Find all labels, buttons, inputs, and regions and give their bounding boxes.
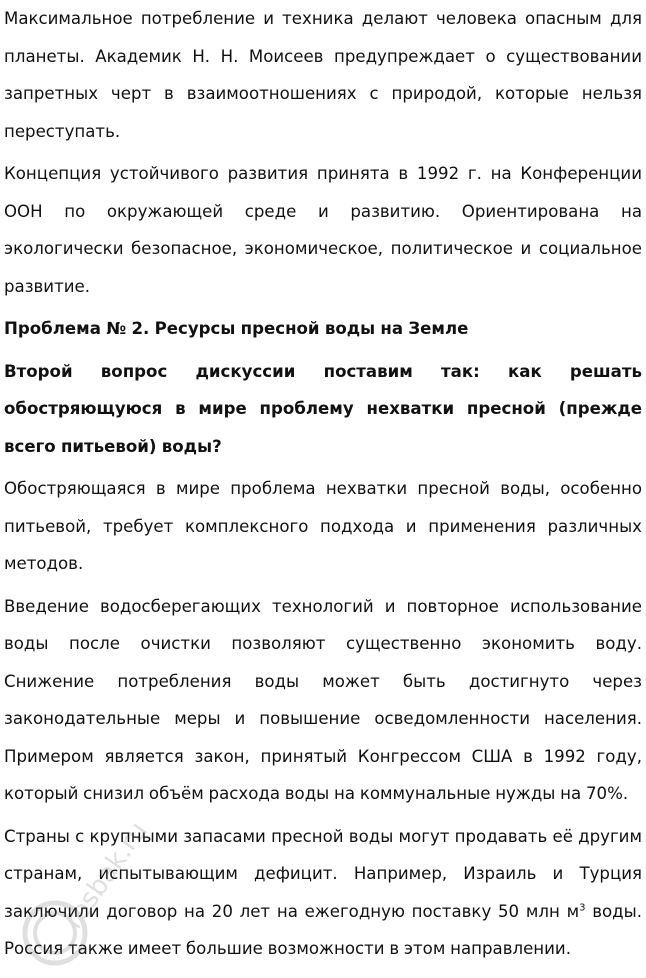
paragraph-5-end: воды. Россия также имеет большие возможности в этом направлении. <box>4 901 642 958</box>
section-heading: Проблема № 2. Ресурсы пресной воды на Земле <box>4 319 469 338</box>
discussion-question: Второй вопрос дискуссии поставим так: как решать обостряющуюся в мире проблему нехватки пресной (прежде всего питьевой) воды? <box>4 361 642 456</box>
paragraph-5-start: Страны с крупными запасами пресной воды могут продавать её другим странам, испытывающим дефицит. Например, Израиль и Турция заключили договор на 20 лет на ежегодную поставку 50 млн м <box>4 826 642 921</box>
document-page <box>4 0 642 968</box>
paragraph-3: Обостряющаяся в мире проблема нехватки пресной воды, особенно питьевой, требует комплексного подхода и применения различных методов. <box>4 479 642 573</box>
paragraph-2: Концепция устойчивого развития принята в 1992 г. на Конференции ООН по окружающей среде и развитию. Ориентирована на экологически безопасное, экономическое, политическое и социальное развитие. <box>4 164 642 296</box>
paragraph-5 <box>4 818 642 968</box>
watermark-text: resbak.ru <box>58 816 154 935</box>
cubic-superscript: 3 <box>579 901 586 913</box>
paragraph-4: Введение водосберегающих технологий и повторное использование воды после очистки позволяют существенно экономить воду. Снижение потребления воды может быть достигнуто через законодательные меры и повышение осведомленности населения. Примером является закон, принятый Конгрессом США в 1992 году, который снизил объём расхода воды на коммунальные нужды на 70%. <box>4 596 642 803</box>
paragraph-1: Максимальное потребление и техника делают человека опасным для планеты. Академик Н. Н. Моисеев предупреждает о существовании запретных черт в взаимоотношениях с природой, которые нельзя переступать. <box>4 9 642 141</box>
